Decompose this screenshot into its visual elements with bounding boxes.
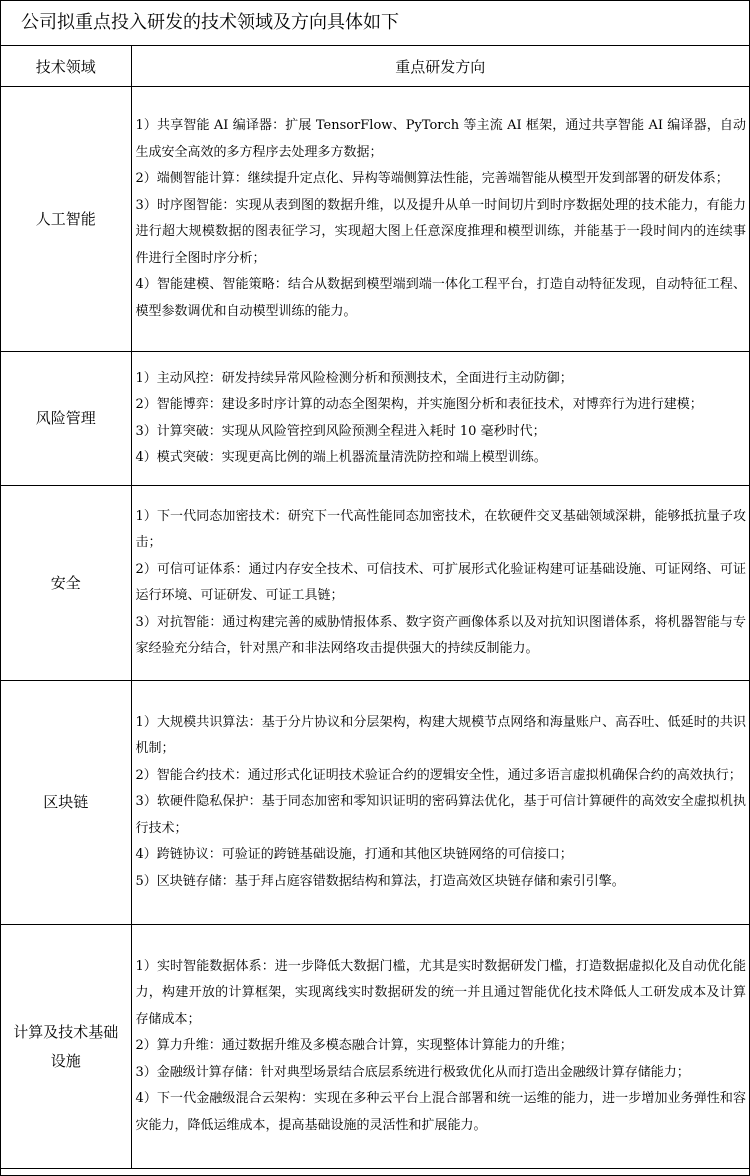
domain-cell: 安全 <box>1 486 131 681</box>
direction-item: 4）下一代金融级混合云架构：实现在多种云平台上混合部署和统一运维的能力，进一步增加业务弹性和容灾能力，降低运维成本，提高基础设施的灵活性和扩展能力。 <box>135 1091 746 1133</box>
table-header-row <box>1 46 749 87</box>
direction-item: 1）主动风控：研发持续异常风险检测分析和预测技术，全面进行主动防御； <box>135 370 573 386</box>
domain-cell: 计算及技术基础设施 <box>1 925 131 1169</box>
direction-item: 5）区块链存储：基于拜占庭容错数据结构和算法，打造高效区块链存储和索引引擎。 <box>135 873 625 889</box>
direction-item: 2）端侧智能计算：继续提升定点化、异构等端侧算法性能，完善端智能从模型开发到部署的研发体系； <box>135 171 729 186</box>
direction-item: 1）下一代同态加密技术：研究下一代高性能同态加密技术，在软硬件交叉基础领域深耕，能够抵抗量子攻击； <box>135 508 746 550</box>
direction-item: 3）金融级计算存储：针对典型场景结合底层系统进行极致优化从而打造出金融级计算存储能力； <box>135 1064 690 1080</box>
directions-cell <box>131 681 749 925</box>
direction-item: 1）共享智能 AI 编译器：扩展 TensorFlow、PyTorch 等主流 AI 框架，通过共享智能 AI 编译器，自动生成安全高效的多方程序去处理多方数据； <box>135 118 746 160</box>
direction-item: 3）对抗智能：通过构建完善的威胁情报体系、数字资产画像体系以及对抗知识图谱体系，将机器智能与专家经验充分结合，针对黑产和非法网络攻击提供强大的持续反制能力。 <box>135 614 746 656</box>
domain-cell: 风险管理 <box>1 352 131 486</box>
table-row-blockchain <box>1 681 749 925</box>
domain-cell: 人工智能 <box>1 87 131 352</box>
direction-item: 1）大规模共识算法：基于分片协议和分层架构，构建大规模节点网络和海量账户、高吞吐、低延时的共识机制； <box>135 714 746 757</box>
domain-cell: 区块链 <box>1 681 131 925</box>
direction-item: 3）时序图智能：实现从表到图的数据升维，以及提升从单一时间切片到时序数据处理的技术能力，有能力进行超大规模数据的图表征学习，实现超大图上任意深度推理和模型训练，并能基于一段时间内的连续事件进行全图时序分析； <box>135 197 746 266</box>
table-row-infrastructure <box>1 925 749 1169</box>
direction-item: 4）智能建模、智能策略：结合从数据到模型端到端一体化工程平台，打造自动特征发现，自动特征工程、模型参数调优和自动模型训练的能力。 <box>135 277 746 319</box>
direction-item: 4）模式突破：实现更高比例的端上机器流量清洗防控和端上模型训练。 <box>135 450 547 465</box>
direction-item: 1）实时智能数据体系：进一步降低大数据门槛，尤其是实时数据研发门槛，打造数据虚拟化及自动优化能力，构建开放的计算框架，实现离线实时数据研发的统一并且通过智能优化技术降低人工研发成本及计算存储成本； <box>135 958 746 1027</box>
header-direction: 重点研发方向 <box>131 46 749 87</box>
directions-cell <box>131 352 749 486</box>
direction-item: 4）跨链协议：可验证的跨链基础设施，打通和其他区块链网络的可信接口； <box>135 847 573 863</box>
direction-item: 3）计算突破：实现从风险管控到风险预测全程进入耗时 10 毫秒时代； <box>135 423 546 439</box>
directions-cell <box>131 486 749 681</box>
table-row-security <box>1 486 749 681</box>
document-title: 公司拟重点投入研发的技术领域及方向具体如下 <box>1 1 749 46</box>
table-row-risk <box>1 352 749 486</box>
header-domain: 技术领域 <box>1 46 131 87</box>
direction-item: 2）可信可证体系：通过内存安全技术、可信技术、可扩展形式化验证构建可证基础设施、可证网络、可证运行环境、可证研发、可证工具链； <box>135 561 746 603</box>
directions-cell <box>131 925 749 1169</box>
direction-item: 3）软硬件隐私保护：基于同态加密和零知识证明的密码算法优化，基于可信计算硬件的高效安全虚拟机执行技术； <box>135 794 746 836</box>
direction-item: 2）智能博弈：建设多时序计算的动态全图架构，并实施图分析和表征技术，对博弈行为进行建模； <box>135 397 703 412</box>
directions-cell <box>131 87 749 352</box>
direction-item: 2）算力升维：通过数据升维及多模态融合计算，实现整体计算能力的升维； <box>135 1038 573 1054</box>
table-row-ai <box>1 87 749 352</box>
tech-domains-table <box>1 46 749 1169</box>
direction-item: 2）智能合约技术：通过形式化证明技术验证合约的逻辑安全性，通过多语言虚拟机确保合约的高效执行； <box>135 767 742 783</box>
